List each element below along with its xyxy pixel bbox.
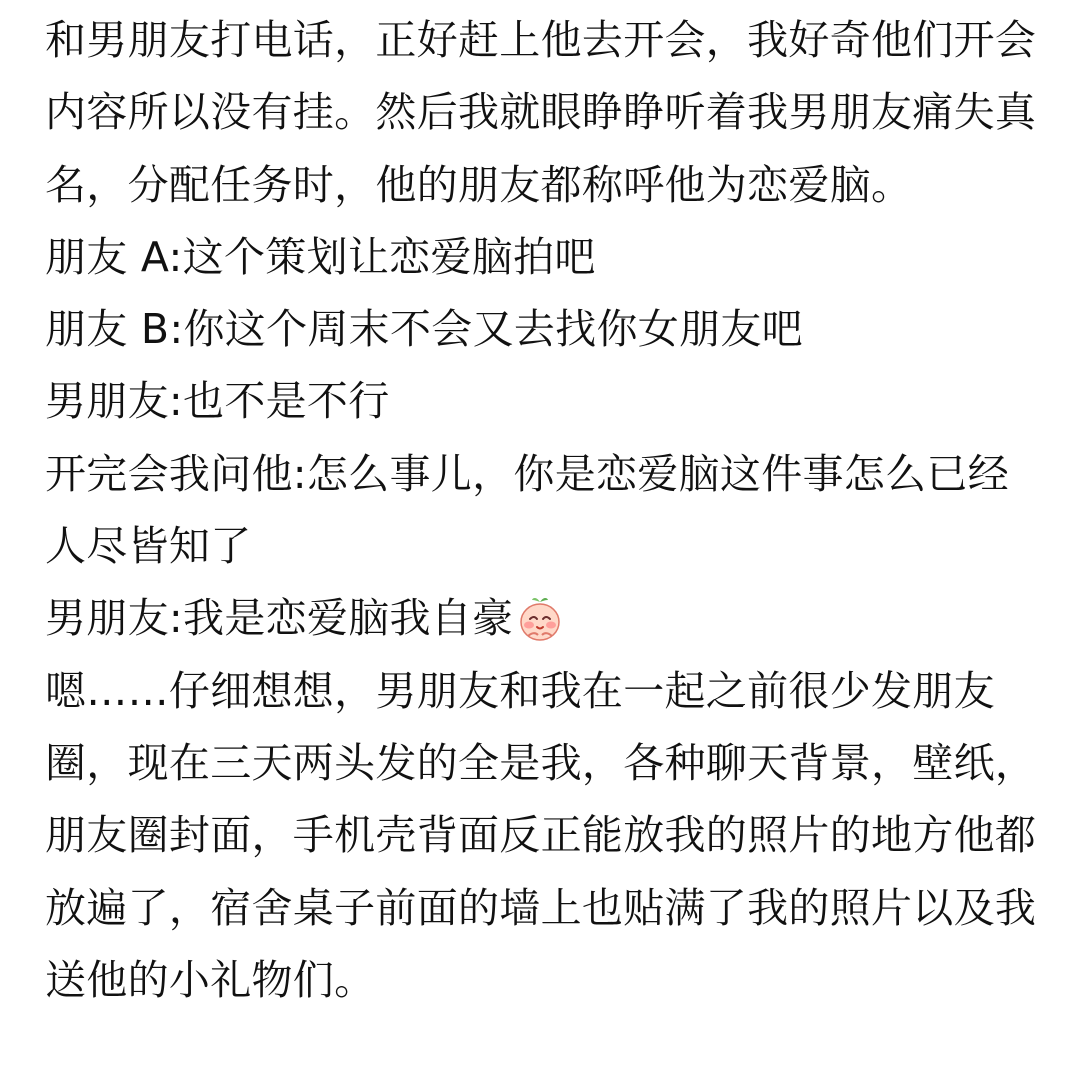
blushing-face-emoji-icon — [516, 594, 564, 642]
dialog-line-boyfriend: 男朋友:也不是不行 — [45, 377, 390, 426]
reply-line — [45, 582, 1040, 654]
dialog-line-friend-a: 朋友 A:这个策划让恋爱脑拍吧 — [45, 232, 596, 281]
reply-text: 男朋友:我是恋爱脑我自豪 — [45, 594, 514, 643]
question-paragraph: 开完会我问他:怎么事儿，你是恋爱脑这件事怎么已经人尽皆知了 — [45, 449, 1010, 571]
closing-paragraph: 嗯……仔细想想，男朋友和我在一起之前很少发朋友圈，现在三天两头发的全是我，各种聊天背景，壁纸，朋友圈封面，手机壳背面反正能放我的照片的地方他都放遍了，宿舍桌子前面的墙上也贴满了我的照片以及我送他的小礼物们。 — [45, 666, 1037, 1004]
dialog-line-friend-b: 朋友 B:你这个周末不会又去找你女朋友吧 — [45, 305, 803, 354]
intro-paragraph: 和男朋友打电话，正好赶上他去开会，我好奇他们开会内容所以没有挂。然后我就眼睁睁听着我男朋友痛失真名，分配任务时，他的朋友都称呼他为恋爱脑。 — [45, 16, 1037, 209]
